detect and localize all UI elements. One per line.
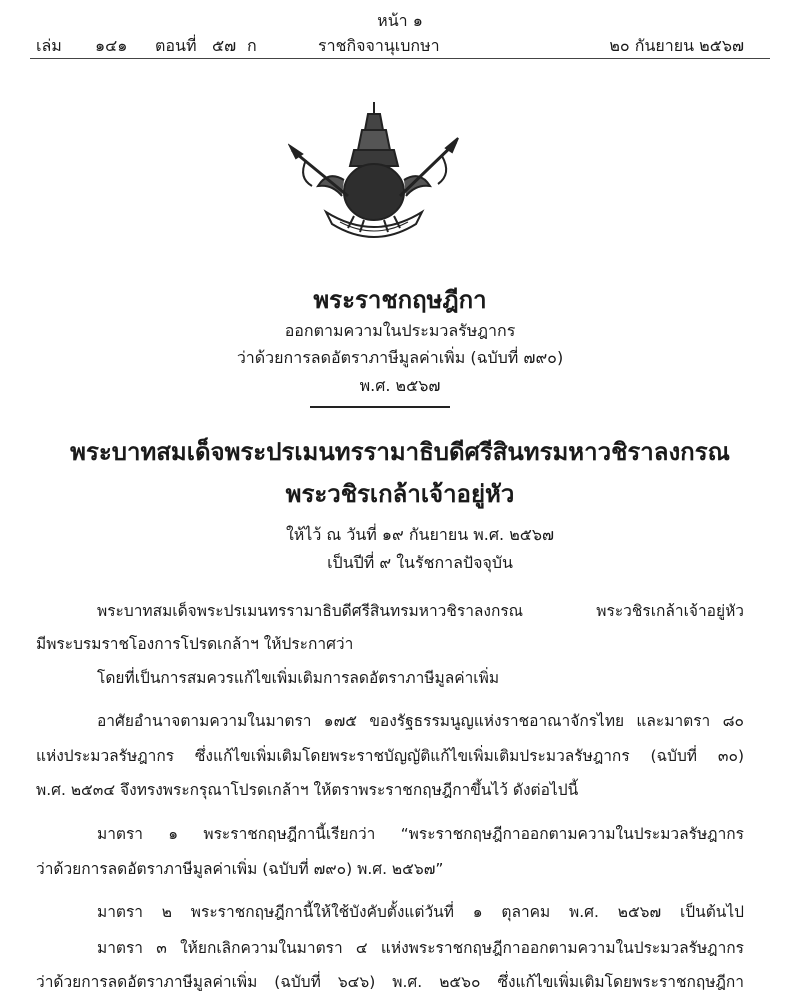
- authority-line-3: พ.ศ. ๒๕๓๔ จึงทรงพระกรุณาโปรดเกล้าฯ ให้ตราพระราชกฤษฎีกาขึ้นไว้ ดังต่อไปนี้: [36, 781, 579, 799]
- authority-line-2: แห่งประมวลรัษฎากร ซึ่งแก้ไขเพิ่มเติมโดยพระราชบัญญัติแก้ไขเพิ่มเติมประมวลรัษฎากร (ฉบับที่ ๓๐): [36, 747, 744, 765]
- decree-title: พระราชกฤษฎีกา: [313, 286, 487, 314]
- gazette-name: ราชกิจจานุเบกษา: [318, 36, 440, 55]
- king-name-line-1: พระบาทสมเด็จพระปรเมนทรรามาธิบดีศรีสินทรมหาวชิราลงกรณ: [70, 438, 730, 466]
- preamble-line-2: มีพระบรมราชโองการโปรดเกล้าฯ ให้ประกาศว่า: [36, 635, 354, 653]
- publication-date: ๒๐ กันยายน ๒๕๖๗: [609, 36, 744, 55]
- authority-line-1: อาศัยอำนาจตามความในมาตรา ๑๗๕ ของรัฐธรรมนูญแห่งราชอาณาจักรไทย และมาตรา ๘๐: [97, 712, 744, 730]
- section-3-line-2: ว่าด้วยการลดอัตราภาษีมูลค่าเพิ่ม (ฉบับที่ ๖๔๖) พ.ศ. ๒๕๖๐ ซึ่งแก้ไขเพิ่มเติมโดยพระราชกฤษฎีกา: [36, 973, 744, 991]
- section-1-line-2: ว่าด้วยการลดอัตราภาษีมูลค่าเพิ่ม (ฉบับที่ ๗๙๐) พ.ศ. ๒๕๖๗”: [36, 860, 444, 878]
- decree-subtitle-2: ว่าด้วยการลดอัตราภาษีมูลค่าเพิ่ม (ฉบับที่ ๗๙๐): [236, 348, 564, 367]
- section-3-line-1: มาตรา ๓ ให้ยกเลิกความในมาตรา ๔ แห่งพระราชกฤษฎีกาออกตามความในประมวลรัษฎากร: [97, 939, 744, 957]
- title-divider: [310, 406, 450, 408]
- section-2-line-1: มาตรา ๒ พระราชกฤษฎีกานี้ให้ใช้บังคับตั้งแต่วันที่ ๑ ตุลาคม พ.ศ. ๒๕๖๗ เป็นต้นไป: [97, 903, 744, 921]
- decree-year: พ.ศ. ๒๕๖๗: [359, 376, 441, 395]
- section-1-line-1: มาตรา ๑ พระราชกฤษฎีกานี้เรียกว่า “พระราชกฤษฎีกาออกตามความในประมวลรัษฎากร: [97, 825, 744, 843]
- header-divider: [30, 58, 770, 59]
- volume-number: ๑๔๑: [95, 36, 128, 55]
- royal-emblem-icon: [288, 100, 460, 246]
- rationale-line: โดยที่เป็นการสมควรแก้ไขเพิ่มเติมการลดอัตราภาษีมูลค่าเพิ่ม: [97, 669, 500, 687]
- volume-label: เล่ม: [36, 36, 62, 55]
- page-number: หน้า ๑: [377, 11, 423, 30]
- king-name-line-2: พระวชิรเกล้าเจ้าอยู่หัว: [285, 480, 515, 508]
- issue-number: ๕๗: [212, 36, 237, 55]
- given-date: ให้ไว้ ณ วันที่ ๑๙ กันยายน พ.ศ. ๒๕๖๗: [285, 525, 555, 544]
- gazette-header: [0, 0, 800, 60]
- section-letter: ก: [247, 36, 257, 55]
- preamble-line-1: พระบาทสมเด็จพระปรเมนทรรามาธิบดีศรีสินทรมหาวชิราลงกรณ พระวชิรเกล้าเจ้าอยู่หัว: [97, 602, 744, 620]
- issue-label: ตอนที่: [155, 36, 197, 55]
- reign-year: เป็นปีที่ ๙ ในรัชกาลปัจจุบัน: [327, 553, 513, 572]
- decree-subtitle-1: ออกตามความในประมวลรัษฎากร: [284, 321, 516, 340]
